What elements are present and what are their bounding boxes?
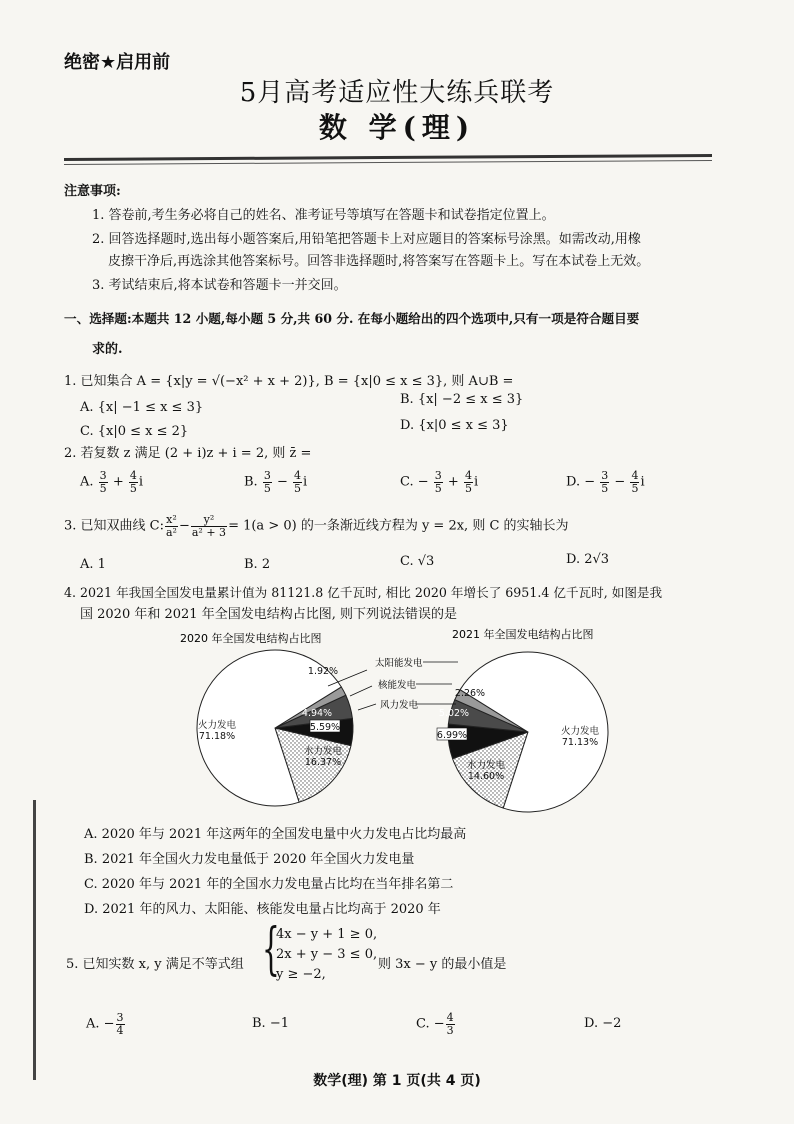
q5-c-frac: $\frac{4}{3}$ bbox=[446, 1011, 454, 1037]
q1-option-b: B. {x| −2 ≤ x ≤ 3} bbox=[400, 392, 524, 407]
note-item-1: 1. 答卷前,考生务必将自己的姓名、准考证号等填写在答题卡和试卷指定位置上。 bbox=[92, 208, 555, 223]
q5-ineq-3: y ≥ −2, bbox=[276, 967, 326, 982]
section-heading: 一、选择题:本题共 12 小题,每小题 5 分,共 60 分. 在每小题给出的四个选项中,只有一项是符合题目要 bbox=[64, 311, 640, 326]
q2-stem: 2. 若复数 z 满足 (2 + i)z + i = 2, 则 z̄ = bbox=[64, 446, 312, 461]
q5-brace: { bbox=[262, 917, 280, 982]
q1-stem: 1. 已知集合 A = {x|y = √(−x² + x + 2)}, B = {x|0 ≤ x ≤ 3}, 则 A∪B = bbox=[64, 374, 514, 389]
q4-stem-line2: 国 2020 年和 2021 年全国发电结构占比图, 则下列说法错误的是 bbox=[80, 607, 457, 622]
q3-option-c: C. √3 bbox=[400, 554, 435, 569]
q5-ineq-1: 4x − y + 1 ≥ 0, bbox=[276, 927, 378, 942]
q5-option-b: B. −1 bbox=[252, 1016, 289, 1031]
q2-d-label: D. − bbox=[566, 474, 596, 490]
q2-c-i: i bbox=[473, 474, 479, 490]
q2-c-label: C. − bbox=[400, 474, 429, 490]
notes-heading: 注意事项: bbox=[64, 184, 121, 199]
q1-option-a: A. {x| −1 ≤ x ≤ 3} bbox=[80, 400, 204, 415]
pie-2021-label-wind: 6.99% bbox=[436, 730, 468, 741]
q2-option-b bbox=[244, 470, 307, 494]
note-item-3: 3. 考试结束后,将本试卷和答题卡一并交回。 bbox=[92, 278, 347, 293]
pie-2021-title: 2021 年全国发电结构占比图 bbox=[452, 628, 594, 641]
q2-b-frac1: $\frac{3}{5}$ bbox=[263, 469, 271, 495]
q2-option-a bbox=[80, 470, 143, 494]
legend-nuclear-leader bbox=[350, 686, 372, 696]
q3-option-d: D. 2√3 bbox=[566, 552, 610, 567]
q2-option-c bbox=[400, 470, 478, 494]
header-rule-thin bbox=[64, 160, 712, 165]
exam-title: 5月高考适应性大练兵联考 bbox=[239, 78, 555, 108]
pie-2021-label-hydro: 水力发电 14.60% bbox=[466, 760, 506, 782]
q3-pre: 3. 已知双曲线 C: bbox=[64, 518, 164, 534]
q5-option-a bbox=[86, 1012, 126, 1036]
q2-a-frac2: $\frac{4}{5}$ bbox=[129, 469, 137, 495]
pie-2021-label-thermal: 火力发电 71.13% bbox=[560, 726, 600, 748]
q4-stem-line1: 4. 2021 年我国全国发电量累计值为 81121.8 亿千瓦时, 相比 2020 年增长了 6951.4 亿千瓦时, 如图是我 bbox=[64, 585, 663, 600]
pie-2020-label-hydro: 水力发电 16.37% bbox=[303, 746, 343, 768]
q2-d-op: − bbox=[614, 474, 626, 490]
q2-option-d bbox=[566, 470, 645, 494]
pie-2020-label-thermal: 火力发电 71.18% bbox=[197, 720, 237, 742]
q1-option-c: C. {x|0 ≤ x ≤ 2} bbox=[80, 424, 189, 439]
pie-2020-label-nuclear: 4.94% bbox=[301, 708, 333, 719]
pie-2021-label-nuclear: 5.02% bbox=[438, 708, 470, 719]
q3-stem bbox=[64, 514, 569, 538]
pie-2020-title: 2020 年全国发电结构占比图 bbox=[180, 632, 322, 645]
q2-d-frac1: $\frac{3}{5}$ bbox=[601, 469, 609, 495]
legend-solar: 太阳能发电 bbox=[375, 658, 423, 669]
q2-b-i: i bbox=[303, 474, 308, 490]
q5-option-d: D. −2 bbox=[584, 1016, 622, 1031]
pie-2020 bbox=[180, 631, 353, 806]
q1-option-d: D. {x|0 ≤ x ≤ 3} bbox=[400, 418, 509, 433]
q2-b-label: B. bbox=[244, 474, 258, 490]
q5-stem-post: 则 3x − y 的最小值是 bbox=[378, 957, 507, 972]
q3-option-b: B. 2 bbox=[244, 557, 271, 572]
confidential-label: 绝密★启用前 bbox=[64, 52, 171, 73]
q5-a-frac: $\frac{3}{4}$ bbox=[116, 1011, 124, 1037]
q5-option-c bbox=[416, 1012, 456, 1036]
q3-frac1: $\frac{\text{x²}}{\text{a²}}$ bbox=[166, 513, 177, 539]
legend-wind-leader bbox=[358, 704, 376, 710]
q5-stem-pre: 5. 已知实数 x, y 满足不等式组 bbox=[66, 957, 244, 972]
pie-2020-label-wind: 5.59% bbox=[309, 722, 341, 733]
q4-option-c: C. 2020 年与 2021 年的全国水力发电量占比均在当年排名第二 bbox=[84, 877, 454, 892]
q5-c-label: C. − bbox=[416, 1016, 445, 1032]
q4-option-a: A. 2020 年与 2021 年这两年的全国发电量中火力发电占比均最高 bbox=[84, 827, 467, 842]
q3-post: = 1(a > 0) 的一条渐近线方程为 y = 2x, 则 C 的实轴长为 bbox=[228, 518, 569, 534]
q5-ineq-2: 2x + y − 3 ≤ 0, bbox=[276, 947, 378, 962]
q2-b-op: − bbox=[276, 474, 288, 490]
legend-nuclear: 核能发电 bbox=[378, 680, 417, 691]
pie-2020-label-solar: 1.92% bbox=[307, 666, 339, 677]
page-footer: 数学(理) 第 1 页(共 4 页) bbox=[313, 1073, 481, 1089]
q5-inequality-system bbox=[276, 925, 377, 985]
margin-bar bbox=[33, 800, 36, 1080]
power-structure-pie-charts bbox=[180, 624, 630, 814]
note-item-2: 2. 回答选择题时,选出每小题答案后,用铅笔把答题卡上对应题目的答案标号涂黑。如需改动,用橡 bbox=[92, 232, 641, 247]
q2-a-op: + bbox=[112, 474, 124, 490]
q2-d-frac2: $\frac{4}{5}$ bbox=[631, 469, 639, 495]
note-item-2-cont: 皮擦干净后,再选涂其他答案标号。回答非选择题时,将答案写在答题卡上。写在本试卷上无效。 bbox=[108, 254, 650, 269]
q3-frac2: $\frac{\text{y²}}{\text{a² + 3}}$ bbox=[191, 513, 227, 539]
q2-d-i: i bbox=[640, 474, 645, 490]
legend-wind: 风力发电 bbox=[380, 700, 419, 711]
pie-2021 bbox=[437, 627, 608, 812]
q2-c-frac1: $\frac{3}{5}$ bbox=[434, 469, 442, 495]
q3-option-a: A. 1 bbox=[80, 557, 106, 572]
section-heading-cont: 求的. bbox=[92, 342, 123, 357]
q2-a-label: A. bbox=[80, 474, 94, 490]
q4-option-b: B. 2021 年全国火力发电量低于 2020 年全国火力发电量 bbox=[84, 852, 415, 867]
q3-minus: − bbox=[178, 518, 190, 534]
q2-a-frac1: $\frac{3}{5}$ bbox=[99, 469, 107, 495]
q5-a-label: A. − bbox=[86, 1016, 115, 1032]
q2-c-frac2: $\frac{4}{5}$ bbox=[464, 469, 472, 495]
pie-2021-label-solar: 2.26% bbox=[454, 688, 486, 699]
q2-b-frac2: $\frac{4}{5}$ bbox=[294, 469, 302, 495]
subject-title: 数 学(理) bbox=[318, 111, 476, 144]
q4-option-d: D. 2021 年的风力、太阳能、核能发电量占比均高于 2020 年 bbox=[84, 902, 441, 917]
q2-a-i: i bbox=[138, 474, 144, 490]
q2-c-op: + bbox=[447, 474, 459, 490]
